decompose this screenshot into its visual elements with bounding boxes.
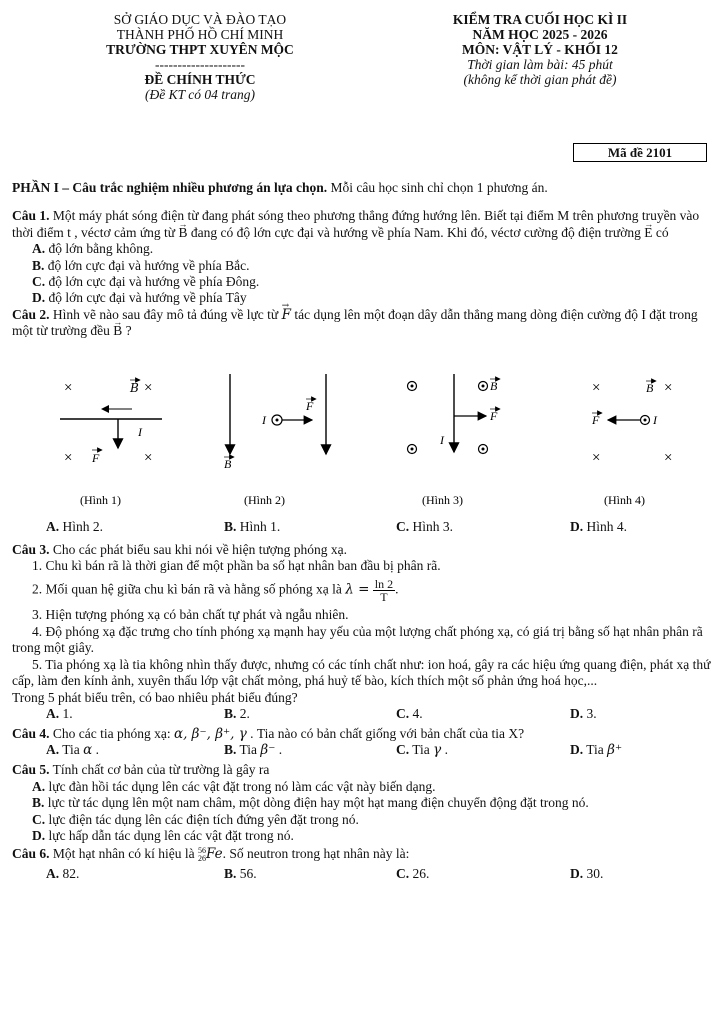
q1-option-d[interactable]: D. độ lớn cực đại và hướng về phía Tây xyxy=(32,290,247,306)
q4-option-a[interactable]: A. Tia α . xyxy=(46,742,100,759)
q3-statement-1: 1. Chu kì bán rã là thời gian để một phần ba số hạt nhân ban đầu bị phân rã. xyxy=(32,558,441,574)
fig1-caption: (Hình 1) xyxy=(80,492,121,507)
exam-code-box: Mã đề 2101 xyxy=(573,143,707,162)
duration-note: (không kể thời gian phát đề) xyxy=(463,72,617,87)
q5-option-a[interactable]: A. lực đàn hồi tác dụng lên các vật đặt trong nó làm các vật này biến dạng. xyxy=(32,778,436,794)
q6-option-b[interactable]: B. 56. xyxy=(224,866,257,882)
part-title: PHẦN I – Câu trắc nghiệm nhiều phương án lựa chọn. Mỗi câu học sinh chỉ chọn 1 phương án. xyxy=(12,180,548,195)
question-1: Câu 1. Một máy phát sóng điện từ đang phát sóng theo phương thẳng đứng hướng lên. Biết tại điểm M trên phương truyền vào thời điểm t , véctơ cảm ứng từ → B đang có độ lớn cực đại và hướng về phía Nam. Khi đó, véctơ cường độ điện trường → E có xyxy=(12,208,712,241)
exam-title: KIỂM TRA CUỐI HỌC KÌ II xyxy=(452,12,628,27)
svg-text:I: I xyxy=(138,424,142,439)
svg-text:×: × xyxy=(144,379,153,396)
question-6: Câu 6. Một hạt nhân có kí hiệu là 56 26 Fe. Số neutron trong hạt nhân này là: xyxy=(12,846,410,864)
official-label: ĐỀ CHÍNH THỨC xyxy=(144,72,256,87)
city-name: THÀNH PHỐ HỒ CHÍ MINH xyxy=(116,27,284,42)
svg-text:B: B xyxy=(224,456,232,471)
q6-option-a[interactable]: A. 82. xyxy=(46,866,80,882)
figure-2 xyxy=(224,374,326,507)
q6-options xyxy=(12,866,712,883)
q3-statement-4: 4. Độ phóng xạ đặc trưng cho tính phóng xạ mạnh hay yếu của một lượng chất phóng xạ, có giá trị bằng số hạt nhân phân rã trong một giây. xyxy=(12,623,703,656)
school-year: NĂM HỌC 2025 - 2026 xyxy=(472,27,608,42)
q5-option-d[interactable]: D. lực hấp dẫn tác dụng lên các vật đặt trong nó. xyxy=(32,827,294,843)
school-name: TRƯỜNG THPT XUYÊN MỘC xyxy=(106,42,294,57)
question-3: Câu 3. Cho các phát biểu sau khi nói về hiện tượng phóng xạ. xyxy=(12,541,348,557)
q1-option-a[interactable]: A. độ lớn bằng không. xyxy=(32,241,154,257)
q3-option-a[interactable]: A. 1. xyxy=(46,705,73,721)
svg-text:F: F xyxy=(92,450,100,465)
nuclide-numbers: 56 26 xyxy=(197,846,206,864)
department-name: SỞ GIÁO DỤC VÀ ĐÀO TẠO xyxy=(113,12,287,27)
q4-option-b[interactable]: B. Tia β⁻ . xyxy=(224,742,283,759)
q3-option-c[interactable]: C. 4. xyxy=(396,705,423,721)
q3-option-b[interactable]: B. 2. xyxy=(224,705,250,721)
page-count-note: (Đề KT có 04 trang) xyxy=(145,87,255,102)
q4-option-d[interactable]: D. Tia β⁺ xyxy=(570,742,623,759)
exam-body xyxy=(12,180,712,883)
svg-text:×: × xyxy=(64,449,73,466)
svg-text:×: × xyxy=(664,379,673,396)
fig2-caption: (Hình 2) xyxy=(244,492,285,507)
q2-figures xyxy=(12,344,712,519)
svg-text:I: I xyxy=(440,432,444,447)
q2-option-d[interactable]: D. Hình 4. xyxy=(570,518,627,534)
duration: Thời gian làm bài: 45 phút xyxy=(467,57,613,72)
q2-option-c[interactable]: C. Hình 3. xyxy=(396,518,453,534)
q1-option-b[interactable]: B. độ lớn cực đại và hướng về phía Bắc. xyxy=(32,257,250,273)
q2-option-a[interactable]: A. Hình 2. xyxy=(46,518,103,534)
svg-text:F: F xyxy=(490,408,498,423)
svg-text:B: B xyxy=(646,380,654,395)
question-2: Câu 2. Hình vẽ nào sau đây mô tả đúng về lực từ → F tác dụng lên một đoạn dây dẫn thẳng mang dòng điện cường độ I đặt trong một từ trường đều → B ? xyxy=(12,307,712,340)
q6-option-c[interactable]: C. 26. xyxy=(396,866,430,882)
svg-text:B: B xyxy=(490,378,498,393)
question-4: Câu 4. Cho các tia phóng xạ: α, β⁻, β⁺, γ . Tia nào có bản chất giống với bản chất của tia X? xyxy=(12,725,525,742)
q4-option-c[interactable]: C. Tia γ . xyxy=(396,742,448,759)
svg-text:×: × xyxy=(592,379,601,396)
fig3-caption: (Hình 3) xyxy=(422,492,463,507)
question-5: Câu 5. Tính chất cơ bản của từ trường là gây ra xyxy=(12,762,270,778)
svg-text:×: × xyxy=(664,449,673,466)
svg-text:×: × xyxy=(592,449,601,466)
svg-text:F: F xyxy=(306,398,314,413)
q2-options xyxy=(12,519,712,536)
q6-option-d[interactable]: D. 30. xyxy=(570,866,604,882)
q3-options xyxy=(12,706,712,723)
figure-1 xyxy=(60,380,162,507)
header-right xyxy=(370,12,710,87)
svg-text:I: I xyxy=(653,412,657,427)
q1-option-c[interactable]: C. độ lớn cực đại và hướng về phía Đông. xyxy=(32,274,260,290)
q5-option-c[interactable]: C. lực điện tác dụng lên các điện tích đứng yên đặt trong nó. xyxy=(32,811,359,827)
svg-text:×: × xyxy=(64,379,73,396)
fig1-b-label: B xyxy=(130,380,139,395)
fig4-caption: (Hình 4) xyxy=(604,492,645,507)
subject: MÔN: VẬT LÝ - KHỐI 12 xyxy=(462,42,618,57)
header-left xyxy=(40,12,360,102)
figure-4 xyxy=(591,380,672,507)
svg-text:F: F xyxy=(592,412,600,427)
q5-option-b[interactable]: B. lực từ tác dụng lên một nam châm, một dòng điện hay một hạt mang điện chuyển động đặt trong nó. xyxy=(32,795,589,811)
q3-statement-2: 2. Mối quan hệ giữa chu kì bán rã và hằng số phóng xạ là λ = $\frac{\ln 2}{T}$ . xyxy=(32,577,399,605)
formula-fraction: $\frac{\ln 2}{T}$ xyxy=(374,577,394,605)
q3-statement-5: 5. Tia phóng xạ là tia không nhìn thấy được, nhưng có các tính chất như: ion hoá, gây ra các hiệu ứng quang điện, phát xạ thứ cấp, làm đen kính ảnh, xuyên thấu lớp vật chất mỏng, phá huỷ tế bào, kích thích một số phản ứng hoá học,... xyxy=(12,656,711,689)
q3-ask: Trong 5 phát biểu trên, có bao nhiêu phát biểu đúng? xyxy=(12,689,298,705)
header-divider: -------------------- xyxy=(155,57,245,72)
q3-statement-3: 3. Hiện tượng phóng xạ có bản chất tự phát và ngẫu nhiên. xyxy=(32,607,349,623)
q3-option-d[interactable]: D. 3. xyxy=(570,705,597,721)
svg-text:I: I xyxy=(262,412,266,427)
q4-options xyxy=(12,742,712,762)
figure-3 xyxy=(408,374,501,507)
svg-text:×: × xyxy=(144,449,153,466)
q2-option-b[interactable]: B. Hình 1. xyxy=(224,518,281,534)
